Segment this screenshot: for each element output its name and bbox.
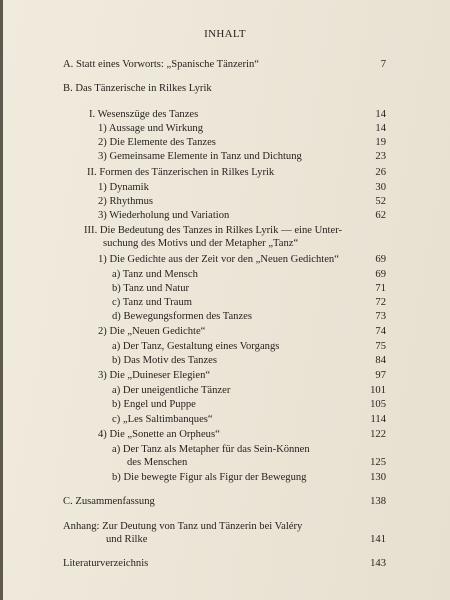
toc-number: a)	[112, 341, 121, 352]
toc-entry	[98, 429, 220, 441]
toc-entry	[112, 311, 252, 323]
toc-entry	[98, 182, 149, 194]
toc-number: Anhang:	[63, 521, 100, 532]
toc-page-number: 143	[370, 558, 386, 569]
toc-entry	[112, 385, 230, 397]
toc-page-number: 71	[375, 283, 386, 294]
toc-number: 1)	[98, 123, 107, 134]
toc-page-number: 75	[375, 341, 386, 352]
toc-entry	[98, 123, 203, 135]
toc-page-number: 72	[375, 297, 386, 308]
toc-number: a)	[112, 385, 121, 396]
toc-entry	[63, 83, 212, 95]
toc-number: III.	[84, 225, 98, 236]
toc-entry-continued	[106, 534, 148, 546]
toc-text: Rhythmus	[109, 196, 154, 207]
toc-entry-continued	[103, 238, 298, 250]
toc-number: 3)	[98, 370, 107, 381]
toc-number: I.	[89, 109, 96, 120]
toc-entry	[112, 297, 192, 309]
toc-page-number: 52	[375, 196, 386, 207]
toc-entry	[112, 399, 196, 411]
toc-text: Die bewegte Figur als Figur der Bewegung	[123, 472, 307, 483]
toc-page-number: 97	[375, 370, 386, 381]
toc-text: Wiederholung und Variation	[109, 210, 230, 221]
toc-entry	[98, 151, 302, 163]
toc-text: Wesenszüge des Tanzes	[97, 109, 199, 120]
toc-page-number: 130	[370, 472, 386, 483]
toc-number: 3)	[98, 210, 107, 221]
toc-page-number: 69	[375, 269, 386, 280]
toc-entry	[98, 326, 205, 338]
toc-text: Die Bedeutung des Tanzes in Rilkes Lyrik — eine Unter-	[99, 225, 343, 236]
toc-page-number: 84	[375, 355, 386, 366]
toc-entry	[112, 355, 217, 367]
toc-number: B.	[63, 83, 73, 94]
toc-entry	[63, 496, 155, 508]
toc-entry	[98, 254, 339, 266]
toc-page-number: 14	[375, 109, 386, 120]
toc-number: b)	[112, 472, 121, 483]
toc-text: Aussage und Wirkung	[108, 123, 204, 134]
toc-number: b)	[112, 283, 121, 294]
toc-text: Gemeinsame Elemente in Tanz und Dichtung	[109, 151, 302, 162]
toc-entry	[112, 472, 306, 484]
toc-text: Statt eines Vorworts: „Spanische Tänzerin“	[75, 59, 259, 70]
toc-text: Das Tänzerische in Rilkes Lyrik	[75, 83, 212, 94]
toc-page-number: 14	[375, 123, 386, 134]
toc-number: b)	[112, 355, 121, 366]
toc-text: Tanz und Traum	[122, 297, 192, 308]
toc-number: 1)	[98, 254, 107, 265]
toc-text: Der Tanz, Gestaltung eines Vorgangs	[122, 341, 280, 352]
toc-number: 3)	[98, 151, 107, 162]
toc-text: Formen des Tänzerischen in Rilkes Lyrik	[99, 167, 275, 178]
toc-entry	[98, 137, 216, 149]
toc-entry	[89, 109, 198, 121]
toc-entry	[112, 341, 279, 353]
toc-number: A.	[63, 59, 74, 70]
toc-page-number: 19	[375, 137, 386, 148]
toc-number: 2)	[98, 196, 107, 207]
toc-text: Der uneigentliche Tänzer	[122, 385, 231, 396]
toc-number: II.	[87, 167, 97, 178]
toc-text: Die „Neuen Gedichte“	[109, 326, 206, 337]
toc-text: Zur Deutung von Tanz und Tänzerin bei Valéry	[102, 521, 303, 532]
toc-text: des Menschen	[127, 457, 188, 468]
toc-page-number: 30	[375, 182, 386, 193]
toc-entry	[112, 444, 310, 456]
toc-text: Die „Sonette an Orpheus“	[109, 429, 220, 440]
toc-text: Tanz und Natur	[123, 283, 190, 294]
toc-page-number: 122	[370, 429, 386, 440]
toc-number: d)	[112, 311, 121, 322]
toc-text: Literaturverzeichnis	[63, 558, 149, 569]
toc-entry	[98, 210, 229, 222]
toc-entry	[87, 167, 274, 179]
toc-entry	[112, 283, 189, 295]
toc-text: Tanz und Mensch	[122, 269, 198, 280]
toc-page-number: 138	[370, 496, 386, 507]
toc-page-number: 114	[370, 414, 386, 425]
toc-text: Die Gedichte aus der Zeit vor den „Neuen Gedichten“	[109, 254, 339, 265]
toc-number: a)	[112, 269, 121, 280]
toc-entry	[112, 269, 198, 281]
toc-text: „Les Saltimbanques“	[122, 414, 213, 425]
toc-entry	[84, 225, 342, 237]
toc-text: Die Elemente des Tanzes	[109, 137, 216, 148]
toc-page-number: 74	[375, 326, 386, 337]
toc-number: C.	[63, 496, 73, 507]
toc-entry	[63, 521, 302, 533]
toc-number: c)	[112, 297, 121, 308]
page-title: INHALT	[204, 28, 246, 40]
toc-number: 4)	[98, 429, 107, 440]
toc-text: suchung des Motivs und der Metapher „Tanz“	[103, 238, 299, 249]
toc-entry-continued	[127, 457, 187, 469]
toc-text: Die „Duineser Elegien“	[109, 370, 211, 381]
toc-text: Der Tanz als Metapher für das Sein-Können	[122, 444, 310, 455]
toc-page-number: 69	[375, 254, 386, 265]
toc-number: 2)	[98, 326, 107, 337]
toc-number: 2)	[98, 137, 107, 148]
toc-entry	[63, 558, 148, 570]
toc-text: und Rilke	[106, 534, 148, 545]
toc-page-number: 105	[370, 399, 386, 410]
toc-entry	[98, 370, 210, 382]
toc-text: Zusammenfassung	[75, 496, 155, 507]
toc-number: b)	[112, 399, 121, 410]
toc-number: a)	[112, 444, 121, 455]
toc-page-number: 26	[375, 167, 386, 178]
toc-entry	[63, 59, 259, 71]
toc-entry	[98, 196, 153, 208]
toc-page-number: 141	[370, 534, 386, 545]
toc-text: Engel und Puppe	[123, 399, 196, 410]
toc-page-number: 101	[370, 385, 386, 396]
toc-number: c)	[112, 414, 121, 425]
toc-text: Dynamik	[109, 182, 149, 193]
toc-page-number: 7	[380, 59, 386, 70]
toc-text: Bewegungsformen des Tanzes	[123, 311, 252, 322]
toc-text: Das Motiv des Tanzes	[123, 355, 217, 366]
toc-page-number: 73	[375, 311, 386, 322]
toc-page-number: 23	[375, 151, 386, 162]
toc-number: 1)	[98, 182, 107, 193]
toc-page-number: 125	[370, 457, 386, 468]
toc-page-number: 62	[375, 210, 386, 221]
toc-entry	[112, 414, 213, 426]
